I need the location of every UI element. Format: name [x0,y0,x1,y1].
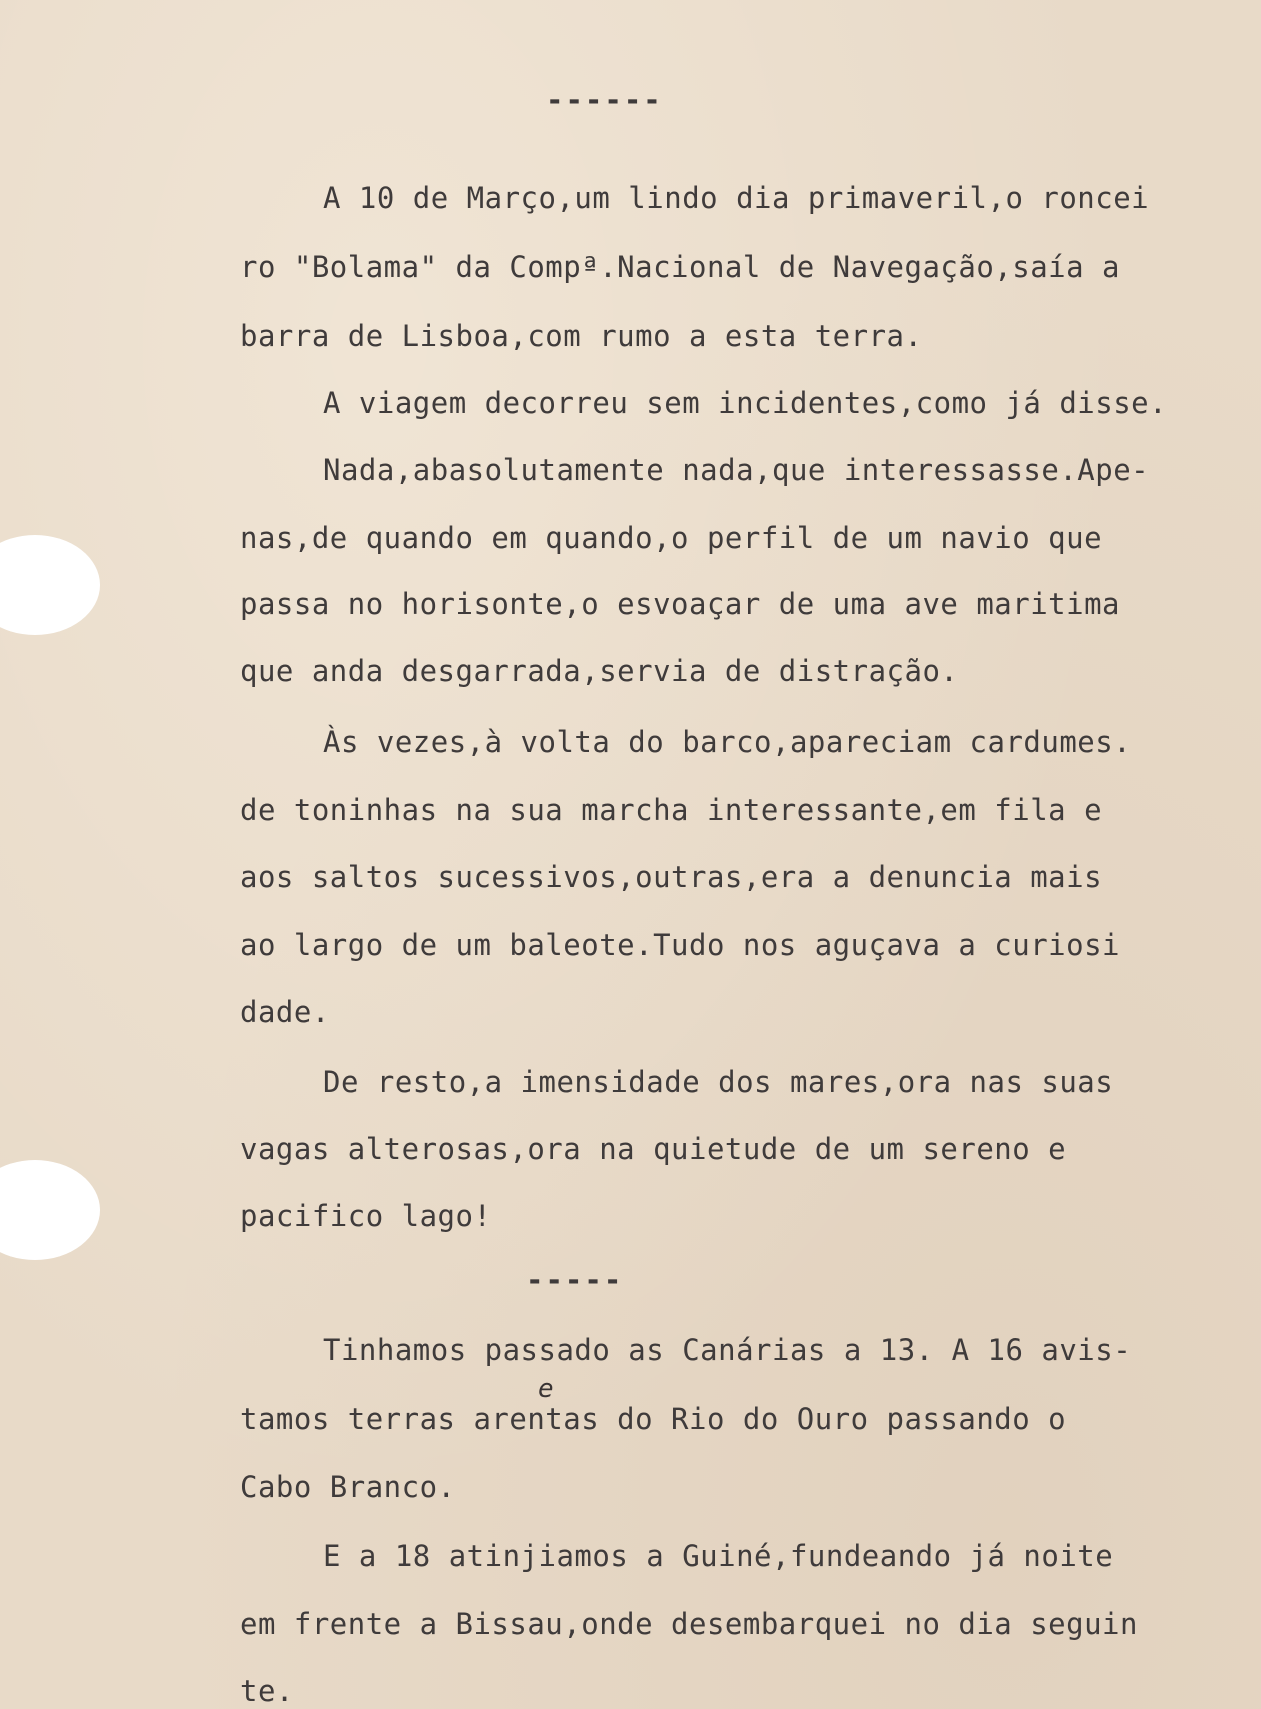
text-line-16: pacifico lago! [240,1199,492,1233]
text-line-11: aos saltos sucessivos,outras,era a denuncia mais [240,860,1103,894]
text-line-5: Nada,abasolutamente nada,que interessasse.Ape- [323,453,1150,487]
text-line-18: tamos terras arentas do Rio do Ouro passando o [240,1402,1067,1436]
section-divider-middle: ----- [526,1263,624,1297]
text-line-14: De resto,a imensidade dos mares,ora nas suas [323,1065,1114,1099]
text-line-22: te. [240,1674,294,1708]
text-line-12: ao largo de um baleote.Tudo nos aguçava a curiosi [240,928,1121,962]
text-line-7: passa no horisonte,o esvoaçar de uma ave maritima [240,587,1121,621]
text-line-13: dade. [240,995,330,1029]
text-line-21: em frente a Bissau,onde desembarquei no dia seguin [240,1607,1138,1641]
punch-hole-top [0,535,100,635]
section-divider-top: ------ [546,83,663,117]
text-line-15: vagas alterosas,ora na quietude de um sereno e [240,1132,1067,1166]
text-line-4: A viagem decorreu sem incidentes,como já disse. [323,386,1168,420]
text-line-10: de toninhas na sua marcha interessante,em fila e [240,793,1103,827]
text-line-20: E a 18 atinjiamos a Guiné,fundeando já noite [323,1539,1114,1573]
text-line-2: ro "Bolama" da Compª.Nacional de Navegação,saía a [240,250,1121,284]
text-line-8: que anda desgarrada,servia de distração. [240,654,959,688]
handwritten-correction: e [538,1374,554,1404]
text-line-3: barra de Lisboa,com rumo a esta terra. [240,319,923,353]
text-line-9: Às vezes,à volta do barco,apareciam cardumes. [323,725,1132,759]
text-line-1: A 10 de Março,um lindo dia primaveril,o roncei [323,181,1150,215]
text-line-19: Cabo Branco. [240,1470,456,1504]
text-line-17: Tinhamos passado as Canárias a 13. A 16 avis- [323,1333,1132,1367]
punch-hole-bottom [0,1160,100,1260]
text-line-6: nas,de quando em quando,o perfil de um navio que [240,521,1103,555]
